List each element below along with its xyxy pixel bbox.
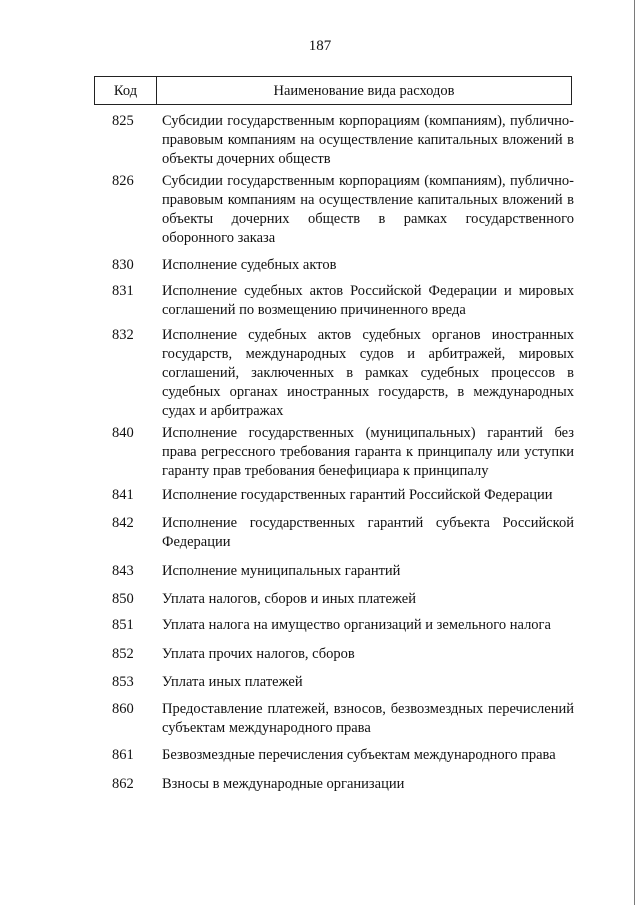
row-code: 851 — [112, 617, 134, 633]
row-code: 842 — [112, 515, 134, 531]
row-code: 825 — [112, 113, 134, 129]
row-code: 843 — [112, 563, 134, 579]
row-description: Исполнение судебных актов Российской Федерации и мировых соглашений по возмещению причиненного вреда — [162, 283, 574, 318]
row-description: Исполнение судебных актов — [162, 257, 337, 273]
row-description: Уплата иных платежей — [162, 674, 303, 690]
header-code-cell: Код — [95, 77, 157, 104]
row-code: 850 — [112, 591, 134, 607]
row-code: 860 — [112, 701, 134, 717]
row-code: 832 — [112, 327, 134, 343]
page-edge-line — [634, 0, 635, 905]
row-code: 861 — [112, 747, 134, 763]
row-code: 853 — [112, 674, 134, 690]
row-code: 852 — [112, 646, 134, 662]
row-code: 831 — [112, 283, 134, 299]
page-number: 187 — [308, 38, 332, 54]
row-description: Уплата налогов, сборов и иных платежей — [162, 591, 416, 607]
row-description: Исполнение государственных гарантий Российской Федерации — [162, 487, 553, 503]
header-name-cell: Наименование вида расходов — [273, 83, 455, 99]
row-description: Взносы в международные организации — [162, 776, 405, 792]
row-code: 830 — [112, 257, 134, 273]
row-description: Безвозмездные перечисления субъектам международного права — [162, 747, 556, 763]
row-description: Исполнение государственных гарантий субъекта Российской Федерации — [162, 515, 574, 550]
row-code: 826 — [112, 173, 134, 189]
row-description: Предоставление платежей, взносов, безвозмездных перечислений субъектам международного права — [162, 701, 574, 736]
row-description: Субсидии государственным корпорациям (компаниям), публично-правовым компаниям на осуществление капитальных вложений в объекты дочерних обществ — [162, 113, 574, 167]
row-code: 840 — [112, 425, 134, 441]
row-description: Уплата налога на имущество организаций и земельного налога — [162, 617, 551, 633]
row-description: Субсидии государственным корпорациям (компаниям), публично-правовым компаниям на осуществление капитальных вложений в объекты дочерних обществ в рамках государственного оборонного заказа — [162, 173, 574, 246]
row-description: Уплата прочих налогов, сборов — [162, 646, 355, 662]
row-code: 862 — [112, 776, 134, 792]
row-description: Исполнение государственных (муниципальных) гарантий без права регрессного требования гаранта к принципалу или уступки гаранту прав требования бенефициара к принципалу — [162, 425, 574, 479]
table-header — [94, 76, 572, 105]
row-description: Исполнение муниципальных гарантий — [162, 563, 401, 579]
row-description: Исполнение судебных актов судебных органов иностранных государств, международных судов и арбитражей, мировых соглашений, заключенных в рамках судебных процессов в судебных органах иностранных государств, в международных судах и арбитражах — [162, 327, 574, 419]
row-code: 841 — [112, 487, 134, 503]
